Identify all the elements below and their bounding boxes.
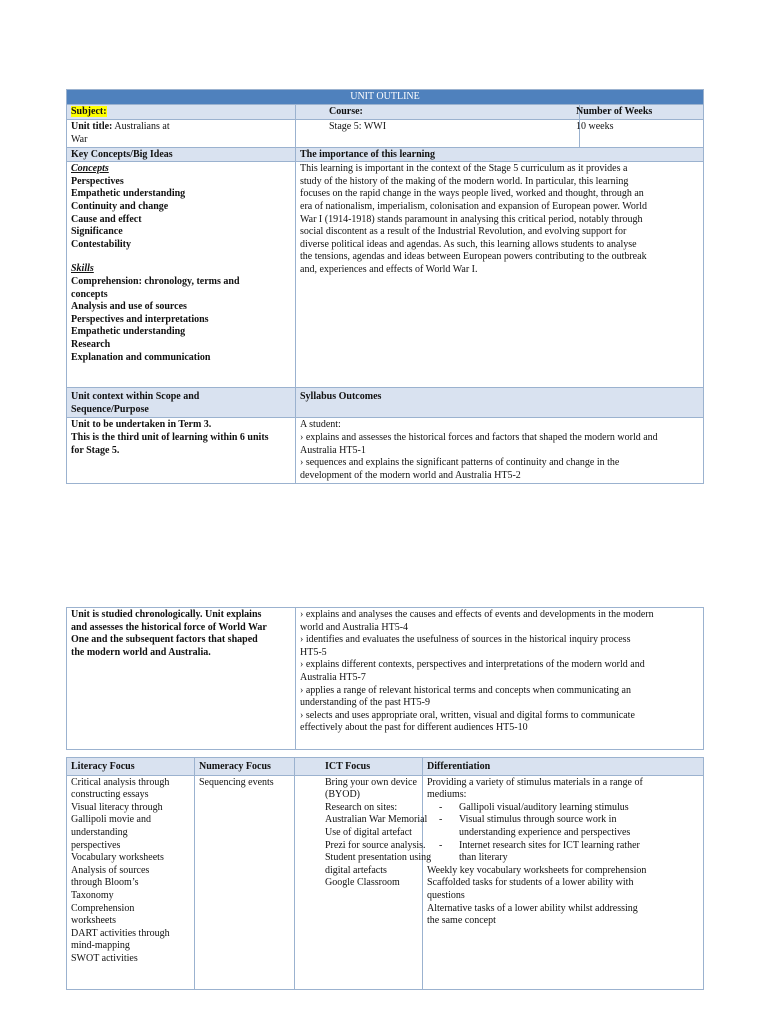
outcomes-header: Syllabus Outcomes — [296, 388, 704, 418]
concepts-list: Perspectives Empathetic understanding Continuity and change Cause and effect Significance Contestability — [71, 175, 186, 250]
unit-title-label: Unit title: — [71, 121, 113, 132]
differentiation-bullets — [427, 802, 699, 865]
continuation-context: Unit is studied chronologically. Unit explains and assesses the historical force of World War One and the subsequent factors that shaped the modern world and Australia. — [67, 608, 296, 750]
key-concepts-header: Key Concepts/Big Ideas — [67, 148, 296, 162]
course-label: Course: — [296, 105, 580, 120]
subject-cell: Subject: — [67, 105, 296, 120]
list-item: - Internet research sites for ICT learning rather than literary — [439, 839, 640, 864]
concepts-heading: Concepts — [71, 163, 109, 175]
context-text: Unit to be undertaken in Term 3. This is the third unit of learning within 6 units for Stage 5. — [67, 418, 296, 484]
context-header: Unit context within Scope and Sequence/Purpose — [67, 388, 296, 418]
continuation-table — [66, 607, 704, 750]
list-item: - Gallipoli visual/auditory learning stimulus — [439, 801, 629, 813]
unit-outline-table — [66, 89, 704, 484]
weeks-value: 10 weeks — [580, 120, 704, 148]
unit-title-cell: Unit title: Australians at War — [67, 120, 296, 148]
literacy-focus-header: Literacy Focus — [67, 758, 195, 776]
numeracy-focus-list: Sequencing events — [195, 775, 295, 989]
subject-label: Subject — [71, 106, 104, 117]
skills-list: Comprehension: chronology, terms and concepts Analysis and use of sources Perspectives and interpretations Empathetic understanding Research Explanation and communication — [71, 275, 240, 363]
weeks-label: Number of Weeks — [580, 105, 704, 120]
focus-table — [66, 757, 704, 990]
unit-outline-title: UNIT OUTLINE — [67, 90, 704, 105]
list-item: - Visual stimulus through source work in understanding experience and perspectives — [439, 814, 631, 838]
importance-text: This learning is important in the context of the Stage 5 curriculum as it provides a study of the history of the making of the modern world. In particular, this learning focuses on the rapid change in the ways people lived, worked and thought, through an era of nationalism, imperialism, colonisation and expansion of European power. World War I (1914-1918) stands paramount in analysing this critical period, notably through social discontent as a result of the Industrial Revolution, and evolving support for diverse political ideas and agendas. As such, this learning allows students to analyse the tensions, agendas and ideas between European powers contributing to the outbreak and, experiences and effects of World War I. — [296, 162, 704, 388]
ict-focus-header: ICT Focus — [295, 758, 423, 776]
numeracy-focus-header: Numeracy Focus — [195, 758, 295, 776]
ict-focus-list: Bring your own device (BYOD) Research on sites: Australian War Memorial Use of digital artefact Prezi for source analysis. Student presentation using digital artefacts Google Classroom — [295, 775, 423, 989]
skills-heading: Skills — [71, 263, 94, 275]
course-value: Stage 5: WWI — [296, 120, 580, 148]
importance-header: The importance of this learning — [296, 148, 704, 162]
differentiation-list: Providing a variety of stimulus materials in a range of mediums: - Gallipoli visual/auditory learning stimulus - Visual stimulus through source work in understanding experience and perspectives - Internet research sites for ICT learning rather than literary Weekly key vocabulary worksheets for comprehension Scaffolded tasks for students of a lower ability with questions Alternative tasks of a lower ability whilst addressing the same concept — [423, 775, 704, 989]
outcomes-text: A student: › explains and assesses the historical forces and factors that shaped the modern world and Australia HT5-1 › sequences and explains the significant patterns of continuity and change in the development of the modern world and Australia HT5-2 — [296, 418, 704, 484]
concepts-skills-cell — [67, 162, 296, 388]
differentiation-header: Differentiation — [423, 758, 704, 776]
continuation-outcomes: › explains and analyses the causes and effects of events and developments in the modern world and Australia HT5-4 › identifies and evaluates the usefulness of sources in the historical inquiry process HT5-5 › explains different contexts, perspectives and interpretations of the modern world and Australia HT5-7 › applies a range of relevant historical terms and concepts when communicating an understanding of the past HT5-9 › selects and uses appropriate oral, written, visual and digital forms to communicate effectively about the past for different audiences HT5-10 — [296, 608, 704, 750]
literacy-focus-list: Critical analysis through constructing essays Visual literacy through Gallipoli movie and understanding perspectives Vocabulary worksheets Analysis of sources through Bloom’s Taxonomy Comprehension worksheets DART activities through mind-mapping SWOT activities — [67, 775, 195, 989]
unit-title-value: Australians at — [114, 121, 170, 132]
